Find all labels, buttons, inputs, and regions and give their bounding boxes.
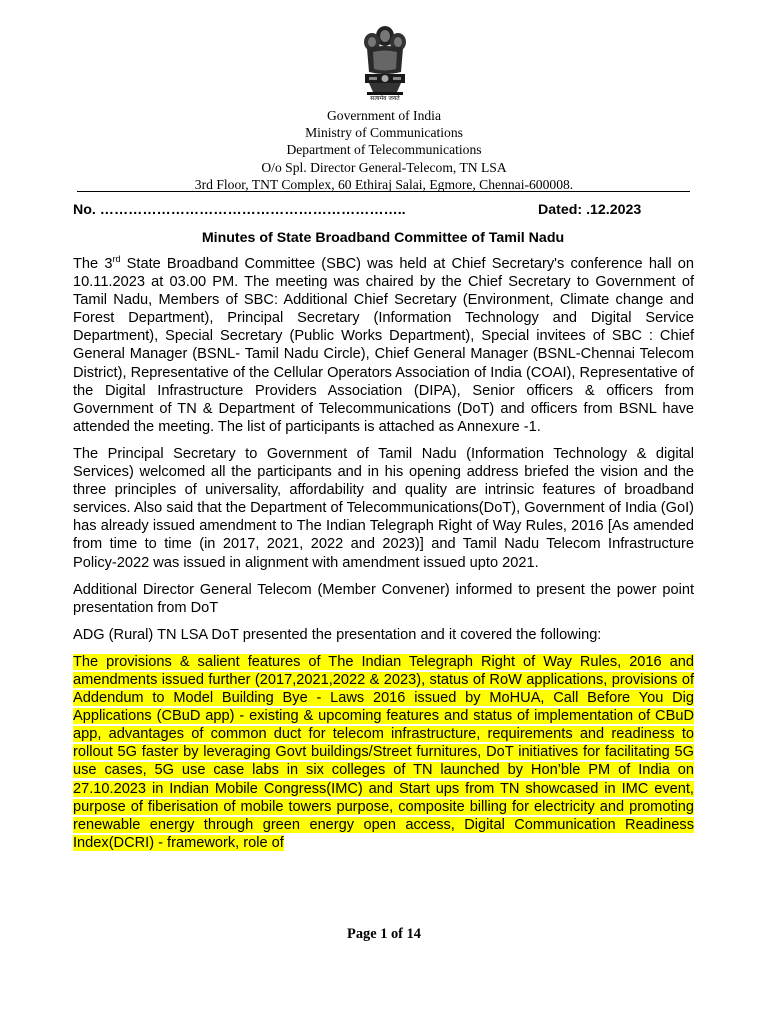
paragraph-opening-address: The Principal Secretary to Government of Tamil Nadu (Information Technology & digital Services) welcomed all the participants and in his opening address briefed the vision and the three principles of universality, affordability and quality are intrinsic features of broadband services. Also said that the Department of Telecommunications(DoT), Government of India (GoI) has already issued amendment to The Indian Telegraph Right of Way Rules, 2016 [As amended from time to time (in 2017, 2021, 2022 and 2023)] and Tamil Nadu Telecom Infrastructure Policy-2022 was issued in alignment with amendment issued upto 2021.: [73, 445, 694, 571]
page-number: Page 1 of 14: [347, 926, 421, 942]
document-body: [73, 255, 694, 861]
office-line-address: 3rd Floor, TNT Complex, 60 Ethiraj Salai, Egmore, Chennai-600008.: [194, 176, 574, 192]
ordinal-suffix: rd: [112, 254, 121, 265]
office-line-ministry: Ministry of Communications: [305, 125, 463, 141]
emblem-motto: सत्यमेव जयते: [370, 95, 400, 102]
paragraph-1-start: The 3: [73, 256, 113, 272]
reference-line: [73, 200, 693, 220]
paragraph-1-rest: State Broadband Committee (SBC) was held at Chief Secretary's conference hall on 10.11.2023 at 03.00 PM. The meeting was chaired by the Chief Secretary to Government of Tamil Nadu, Members of SBC: Additional Chief Secretary (Environment, Climate change and Forest Department), Principal Secretary (Information Technology and Digital Service Department), Special Secretary (Public Works Department), Special invitees of SBC : Chief General Manager (BSNL- Tamil Nadu Circle), Chief General Manager (BSNL-Chennai Telecom District), Representative of the Cellular Operators Association of India (COAI), Representative of the Digital Infrastructure Providers Association (DIPA), Senior officers & officers from Government of TN & Department of Telecommunications (DoT) and officers from BSNL have attended the meeting. The list of participants is attached as Annexure -1.: [73, 256, 694, 435]
office-line-directorate: O/o Spl. Director General-Telecom, TN LSA: [261, 159, 507, 175]
office-line-department: Department of Telecommunications: [286, 142, 482, 158]
header-divider: [77, 191, 690, 192]
highlighted-text: The provisions & salient features of The Indian Telegraph Right of Way Rules, 2016 and amendments issued further (2017,2021,2022 & 2023), status of RoW applications, provisions of Addendum to Model Building Bye - Laws 2016 issued by MoHUA, Call Before You Dig Applications (CBuD app) - existing & upcoming features and status of implementation of CBuD app, advantages of common duct for telecom infrastructure, requirements and readiness to rollout 5G faster by leveraging Govt buildings/Street furnitures, DoT initiatives for facilitating 5G use cases, 5G use case labs in six colleges of TN launched by Hon’ble PM of India on 27.10.2023 in Indian Mobile Congress(IMC) and Start ups from TN showcased in IMC event, purpose of fiberisation of mobile towers purpose, composite billing for electricity and promoting renewable energy through green energy open access, Digital Communication Readiness Index(DCRI) - framework, role of: [73, 653, 694, 851]
reference-date: Dated: .12.2023: [538, 202, 642, 218]
paragraph-presentation-coverage: ADG (Rural) TN LSA DoT presented the presentation and it covered the following:: [73, 626, 602, 643]
office-line-government: Government of India: [326, 108, 441, 123]
paragraph-meeting-details: [73, 255, 694, 436]
office-address-block: [0, 107, 768, 193]
paragraph-presentation-intro: Additional Director General Telecom (Member Convener) informed to present the power point presentation from DoT: [73, 581, 694, 616]
document-title: Minutes of State Broadband Committee of Tamil Nadu: [201, 230, 565, 246]
paragraph-highlighted-provisions: [73, 653, 694, 852]
national-emblem-icon: [355, 22, 415, 108]
reference-number: No. ………………………………………………………..: [73, 202, 406, 218]
